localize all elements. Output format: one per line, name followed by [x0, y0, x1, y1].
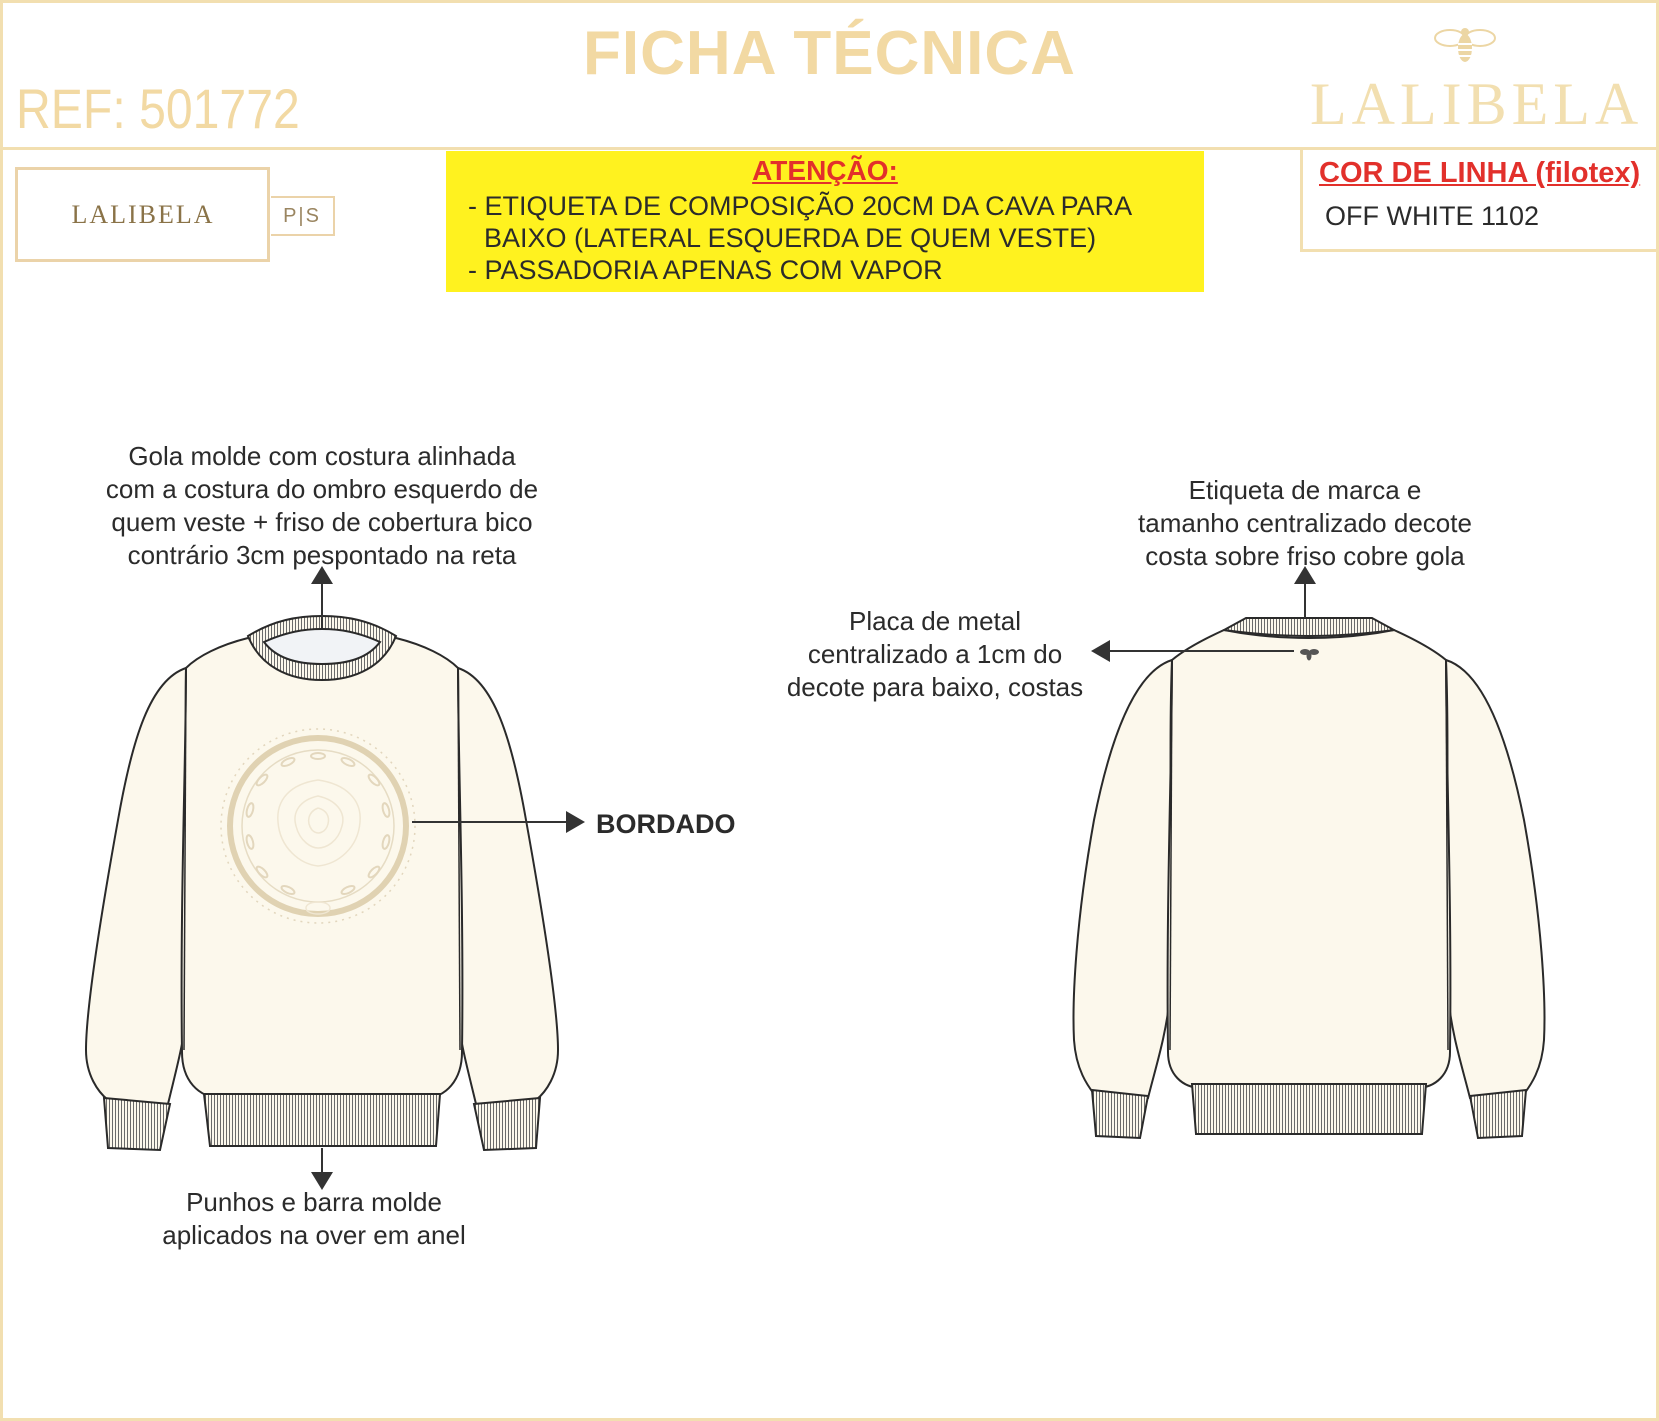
- metal-plate-note-line-3: decote para baixo, costas: [786, 672, 1084, 702]
- back-body: [1168, 630, 1451, 1088]
- back-left-cuff: [1092, 1090, 1148, 1138]
- attention-line-3: - PASSADORIA APENAS COM VAPOR: [468, 255, 943, 285]
- cuffs-note: [112, 1186, 516, 1252]
- collar-note: [62, 440, 582, 572]
- label-size-tab: P|S: [271, 196, 335, 236]
- front-left-cuff: [104, 1098, 170, 1150]
- front-right-cuff: [474, 1098, 540, 1150]
- reference-code: REF: 501772: [16, 77, 300, 140]
- brand-label-note: [1095, 474, 1515, 573]
- brand-logo: LALIBELA: [1310, 71, 1644, 137]
- collar-note-line-1: Gola molde com costura alinhada: [128, 441, 516, 471]
- attention-line-1: - ETIQUETA DE COMPOSIÇÃO 20CM DA CAVA PARA: [468, 191, 1133, 221]
- collar-note-line-4: contrário 3cm pespontado na reta: [127, 540, 517, 570]
- back-view: [1074, 618, 1545, 1138]
- brand-label-note-line-3: costa sobre friso cobre gola: [1145, 541, 1465, 571]
- collar-note-line-2: com a costura do ombro esquerdo de: [105, 474, 539, 504]
- back-right-cuff: [1470, 1090, 1526, 1138]
- metal-plate-note-line-2: centralizado a 1cm do: [807, 639, 1063, 669]
- page-title: FICHA TÉCNICA: [583, 19, 1076, 88]
- back-hem-rib: [1192, 1084, 1426, 1134]
- embroidery-label: BORDADO: [596, 809, 736, 839]
- metal-plate-note-line-1: Placa de metal: [849, 606, 1021, 636]
- front-hem-rib: [204, 1094, 440, 1146]
- brand-label-note-line-1: Etiqueta de marca e: [1188, 475, 1422, 505]
- metal-plate-note: [752, 605, 1118, 704]
- back-right-sleeve: [1446, 660, 1544, 1098]
- front-view: [86, 616, 558, 1150]
- front-left-sleeve: [86, 668, 189, 1104]
- cuffs-note-line-1: Punhos e barra molde: [186, 1187, 442, 1217]
- back-left-sleeve: [1074, 660, 1172, 1098]
- arrow-up-icon: [1294, 566, 1316, 618]
- back-collar-rib: [1224, 618, 1394, 636]
- collar-note-line-3: quem veste + friso de cobertura bico: [111, 507, 533, 537]
- front-body: [182, 638, 463, 1098]
- cuffs-note-line-2: aplicados na over em anel: [162, 1220, 466, 1250]
- arrow-down-icon: [311, 1148, 333, 1190]
- front-right-sleeve: [455, 668, 558, 1104]
- thread-color-value: OFF WHITE 1102: [1325, 201, 1540, 231]
- thread-color-title: COR DE LINHA (filotex): [1319, 157, 1641, 189]
- brand-label-note-line-2: tamanho centralizado decote: [1138, 508, 1472, 538]
- attention-line-2: BAIXO (LATERAL ESQUERDA DE QUEM VESTE): [484, 223, 1097, 253]
- label-brand-text: LALIBELA: [71, 200, 215, 229]
- attention-title: ATENÇÃO:: [752, 155, 898, 186]
